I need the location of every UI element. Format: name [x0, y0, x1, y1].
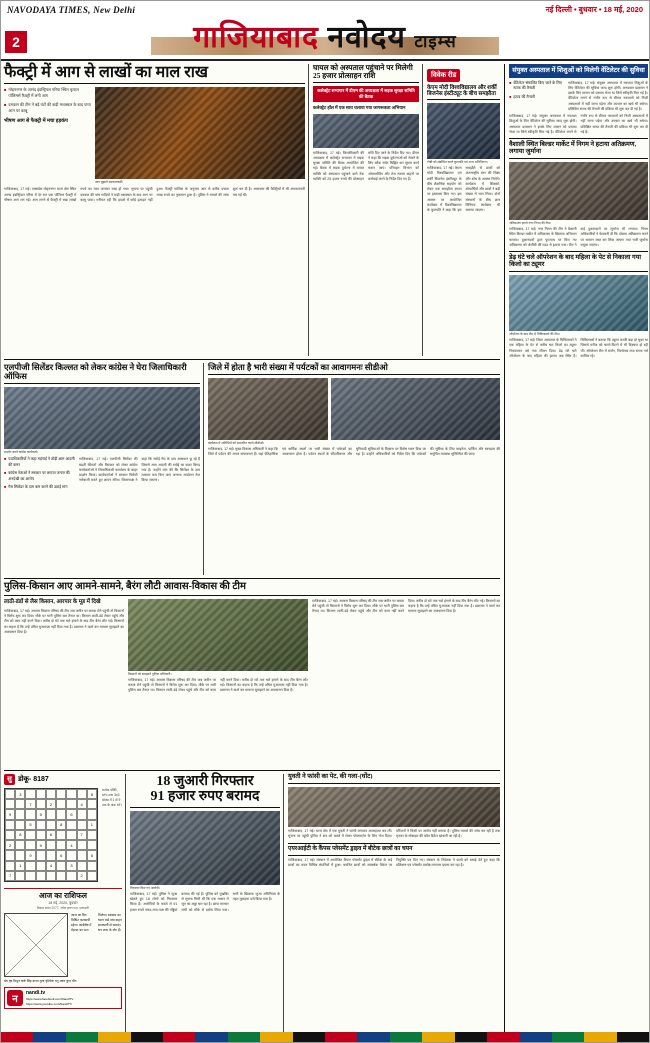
sudoku-note: प्रत्येक पंक्ति, स्तंभ तथा 3x3 बॉक्स में 1 से 9 तक के अंक भरें। [102, 788, 122, 807]
story2-photo [313, 114, 419, 148]
rashi-item: धनु [54, 979, 59, 983]
sudoku-cell[interactable]: 3 [66, 861, 76, 871]
story2-subhead: कलेक्ट्रेट हॉल में एक साथ चलाया गया जागरूकता अभियान [313, 104, 406, 110]
vivek-read-body: गाजियाबाद, 17 मई। केएम मोदी विश्वविद्यालय एवं शर्की बिजनेस इंस्टीट्यूट के बीच शैक्षणिक सहयोग को लेकर एक समझौता ज्ञापन पर हस्ताक्षर किए गए। इस अवसर पर आयोजित कार्यक्रम में विश्वविद्यालय के कुलपति ने कहा कि इस समझौते से छात्रों को अंतरराष्ट्रीय स्तर की शिक्षा और शोध के अवसर मिलेंगे। कार्यक्रम में शिक्षकों, शोधार्थियों और छात्रों ने बड़ी संख्या में भाग लिया। दोनों संस्थानों के बीच छात्र विनिमय कार्यक्रम भी चलाया जाएगा। [427, 166, 501, 213]
sudoku-cell[interactable] [25, 830, 35, 840]
sudoku-cell[interactable] [15, 840, 25, 850]
kundli-chart [4, 913, 68, 977]
sudoku-cell[interactable] [25, 861, 35, 871]
sudoku-cell[interactable] [56, 840, 66, 850]
rashi-item: मीन [71, 979, 77, 983]
sudoku-cell[interactable] [66, 871, 76, 881]
story7-photo [288, 787, 500, 827]
story2-kicker: कलेक्ट्रेट सभागार में डीएम की अध्यक्षता में सड़क सुरक्षा समिति की बैठक [313, 86, 419, 102]
sudoku-cell[interactable]: 6 [46, 830, 56, 840]
story3-caption: प्रदर्शन करते कांग्रेस कार्यकर्ता। [4, 450, 39, 455]
sudoku-cell[interactable] [87, 871, 97, 881]
sudoku-cell[interactable] [46, 809, 56, 819]
right-story-b-headline: वैशाली स्थित बिल्डर मार्केट में निगम ने हटाया अतिक्रमण, लगाया जुर्माना [509, 142, 648, 159]
right-story-c-photo [509, 275, 648, 331]
story4-photo-2 [331, 378, 500, 440]
sudoku-cell[interactable] [36, 799, 46, 809]
right-story-b-body: गाजियाबाद, 17 मई। नगर निगम की टीम ने वैशाली स्थित बिल्डर मार्केट में अतिक्रमण के खिलाफ अभियान चलाया। दुकानदारों द्वारा फुटपाथ पर किए गए अतिक्रमण को जेसीबी की मदद से हटाया गया। टीम ने कई दुकानदारों पर जुर्माना भी लगाया। निगम अधिकारियों ने चेतावनी दी कि दोबारा अतिक्रमण करने पर सामान जब्त कर लिया जाएगा तथा भारी जुर्माना वसूला जाएगा। [509, 227, 648, 247]
masthead-title [1, 15, 649, 56]
story6-caption: गिरफ्तार किए गए आरोपी। [130, 885, 161, 890]
sudoku-cell[interactable] [87, 861, 97, 871]
sudoku-cell[interactable] [36, 820, 46, 830]
story6-photo [130, 811, 280, 885]
sudoku-cell[interactable] [46, 840, 56, 850]
story5-photo [128, 599, 308, 671]
sudoku-cell[interactable] [77, 861, 87, 871]
right-story-b-caption: अतिक्रमण हटाते नगर निगम की टीम। [509, 221, 552, 225]
sudoku-cell[interactable]: 6 [66, 809, 76, 819]
sudoku-cell[interactable] [46, 820, 56, 830]
story5-headline: पुलिस-किसान आए आमने-सामने, बैरंग लौटी आवास-विकास की टीम [4, 582, 500, 596]
story5-body-cont: गाजियाबाद, 17 मई। आवास विकास परिषद की टीम जब जमीन पर कब्जा लेने पहुंची तो किसानों ने विरोध शुरू कर दिया। मौके पर भारी पुलिस बल तैनात था। किसान लाठी-डंडे लेकर पहुंचे और टीम को काम नहीं करने दिया। करीब दो घंटे तक चले हंगामे के बाद टीम बैरंग लौट गई। किसानों का कहना है कि उन्हें उचित मुआवजा नहीं दिया गया है। प्रशासन ने वार्ता कर मामला सुलझाने का आश्वासन दिया है। [128, 677, 308, 693]
sudoku-cell[interactable]: 3 [15, 789, 25, 799]
sudoku-label: सु [4, 774, 15, 785]
sudoku-cell[interactable]: 9 [25, 850, 35, 860]
story6-body: गाजियाबाद, 17 मई। पुलिस ने जुआ खेलते हुए 18 लोगों को गिरफ्तार किया है। आरोपियों के कब्जे से 91 हजार रुपये नकद तथा ताश की गड्डियां बरामद की गई हैं। पुलिस को मुखबिर से सूचना मिली थी कि एक मकान में जुए का अड्डा चल रहा है। छापा मारकर सभी को मौके से दबोच लिया गया। सभी के खिलाफ जुआ अधिनियम के तहत मुकदमा दर्ज किया गया है। [130, 891, 280, 912]
sudoku-cell[interactable] [5, 799, 15, 809]
story4-caption: कार्यक्रम में अतिथियों को सम्मानित करते सीडीओ। [208, 441, 265, 446]
sudoku-cell[interactable] [66, 850, 76, 860]
sudoku-cell[interactable] [87, 799, 97, 809]
sudoku-cell[interactable]: 6 [56, 850, 66, 860]
sudoku-cell[interactable]: 8 [15, 830, 25, 840]
story6-headline-line1: 18 जुआरी गिरफ्तार [156, 774, 254, 789]
sudoku-cell[interactable] [46, 789, 56, 799]
sudoku-cell[interactable]: 4 [46, 861, 56, 871]
vivek-read-badge: विवेक रीड [427, 69, 460, 82]
sudoku-cell[interactable] [36, 861, 46, 871]
sudoku-cell[interactable] [15, 850, 25, 860]
sudoku-cell[interactable] [25, 789, 35, 799]
right-story-c-caption: ऑपरेशन के बाद टीम में चिकित्सकों की टीम। [509, 331, 560, 336]
story3-photo [4, 387, 200, 449]
sudoku-cell[interactable] [56, 861, 66, 871]
sudoku-cell[interactable] [77, 840, 87, 850]
lead-bullet-1: मोहननगर के आनंद इंडस्ट्रियल एरिया स्थित कृपाल पॉलिमर्स फैक्ट्री में लगी आग [8, 87, 79, 99]
sudoku-cell[interactable] [56, 830, 66, 840]
right-story-a-body: गाजियाबाद, 17 मई। संयुक्त अस्पताल में नवजात शिशुओं के लिए वेंटिलेटर की सुविधा जल्द शुरू होगी। अस्पताल प्रशासन ने इसके लिए शासन को प्रस्ताव भेजा था जिसे स्वीकृति मिल गई है। वेंटिलेटर लगने से गंभीर रूप से बीमार नवजातों को निजी अस्पतालों में नहीं जाना पड़ेगा और उपचार का खर्च भी बचेगा। प्रशिक्षित स्टाफ की तैनाती की प्रक्रिया भी शुरू कर दी गई है। [568, 80, 648, 111]
rashi-item: तुला [39, 979, 45, 983]
sudoku-cell[interactable]: 5 [25, 820, 35, 830]
rashi-item: कर्क [20, 979, 26, 983]
sudoku-cell[interactable]: 5 [36, 809, 46, 819]
sudoku-cell[interactable]: 1 [87, 820, 97, 830]
sudoku-cell[interactable] [66, 799, 76, 809]
sudoku-cell[interactable] [36, 830, 46, 840]
sudoku-cell[interactable] [15, 809, 25, 819]
sudoku-cell[interactable]: 7 [5, 871, 15, 881]
nandi-facebook-link[interactable]: https://www.facebook.com/NandiTV [26, 997, 74, 1002]
story5-body: गाजियाबाद, 17 मई। आवास विकास परिषद की टीम जब जमीन पर कब्जा लेने पहुंची तो किसानों ने विरोध शुरू कर दिया। मौके पर भारी पुलिस बल तैनात था। किसान लाठी-डंडे लेकर पहुंचे और टीम को काम नहीं करने दिया। करीब दो घंटे तक चले हंगामे के बाद टीम बैरंग लौट गई। किसानों का कहना है कि उन्हें उचित मुआवजा नहीं दिया गया है। प्रशासन ने वार्ता कर मामला सुलझाने का आश्वासन दिया है। [4, 608, 124, 634]
nandi-tv-promo[interactable] [4, 987, 122, 1009]
right-story-b-photo [509, 162, 648, 220]
lead-sub-note: भीषण आग से फैक्ट्री में मचा हड़कंप [4, 118, 68, 125]
edition-date: नई दिल्ली • बुधवार • 18 मई, 2020 [545, 5, 643, 14]
right-story-a-body-cont: गाजियाबाद, 17 मई। संयुक्त अस्पताल में नवजात शिशुओं के लिए वेंटिलेटर की सुविधा जल्द शुरू होगी। अस्पताल प्रशासन ने इसके लिए शासन को प्रस्ताव भेजा था जिसे स्वीकृति मिल गई है। वेंटिलेटर लगने से गंभीर रूप से बीमार नवजातों को निजी अस्पतालों में नहीं जाना पड़ेगा और उपचार का खर्च भी बचेगा। प्रशिक्षित स्टाफ की तैनाती की प्रक्रिया भी शुरू कर दी गई है। [509, 114, 648, 134]
sudoku-cell[interactable] [15, 871, 25, 881]
sudoku-cell[interactable] [15, 820, 25, 830]
sudoku-grid[interactable] [4, 788, 98, 882]
sudoku-cell[interactable] [56, 809, 66, 819]
story4-photo-1 [208, 378, 328, 440]
sudoku-title: डोकू- 8187 [18, 776, 49, 783]
sudoku-cell[interactable] [36, 789, 46, 799]
story8-headline: एयरआईटी के कैंपस प्लेसमेंट ड्राइव में बीटेक छात्रों का चयन [288, 843, 500, 855]
right-story-a-bullet-1: वेंटिलेटर संचालित किए जाने के लिए स्टाफ की तैनाती [513, 80, 562, 91]
sudoku-cell[interactable]: 8 [56, 820, 66, 830]
page-number-badge: 2 [5, 31, 27, 53]
masthead-title-part1: गाजियाबाद [193, 21, 319, 54]
sudoku-cell[interactable] [5, 850, 15, 860]
vivek-read-headline: केएम मोदी विश्वविद्यालय और शर्की बिजनेस इंस्टीट्यूट के बीच समझौता [427, 85, 500, 100]
sudoku-cell[interactable]: 8 [87, 789, 97, 799]
sudoku-cell[interactable]: 1 [15, 861, 25, 871]
rashifal-title: आज का राशिफल [38, 891, 88, 900]
sudoku-cell[interactable] [5, 861, 15, 871]
story3-headline: एलपीजी सिलेंडर किल्लत को लेकर कांग्रेस ने घेरा जिलाधिकारी ऑफिस [4, 363, 200, 384]
sudoku-cell[interactable] [56, 871, 66, 881]
sudoku-cell[interactable] [25, 840, 35, 850]
sudoku-cell[interactable] [77, 850, 87, 860]
sudoku-cell[interactable]: 9 [5, 809, 15, 819]
sudoku-cell[interactable]: 2 [46, 799, 56, 809]
sudoku-cell[interactable] [15, 799, 25, 809]
rashi-item: कुंभ [66, 979, 71, 983]
story2-body: गाजियाबाद, 17 मई। जिलाधिकारी की अध्यक्षता में कलेक्ट्रेट सभागार में सड़क सुरक्षा समिति की बैठक आयोजित की गई। बैठक में सड़क दुर्घटना में घायल व्यक्ति को अस्पताल पहुंचाने वाले नेक व्यक्ति को 25 हजार रुपये की प्रोत्साहन राशि दिए जाने के निर्देश दिए गए। डीएम ने कहा कि सड़क दुर्घटनाओं को रोकने के लिए ब्लैक स्पॉट चिह्नित कर सुधार कार्य कराए जाएं। परिवहन विभाग को ओवरलोडिंग और तेज रफ्तार वाहनों पर कार्रवाई करने के निर्देश दिए गए हैं। [313, 150, 419, 181]
story5-subhead: लाठी-डंडों से लैस किसान, आरपार के मूड में दिखे [4, 598, 101, 605]
sudoku-cell[interactable] [25, 871, 35, 881]
publication-name: NAVODAYA TIMES, New Delhi [7, 5, 136, 15]
sudoku-cell[interactable] [87, 809, 97, 819]
sudoku-cell[interactable]: 7 [25, 799, 35, 809]
sudoku-cell[interactable] [77, 789, 87, 799]
story4-body: गाजियाबाद, 17 मई। मुख्य विकास अधिकारी ने कहा कि जिले में पर्यटन की अपार संभावनाएं हैं। यहां ऐतिहासिक एवं धार्मिक स्थलों पर भारी संख्या में पर्यटकों का आवागमन होता है। पर्यटन स्थलों के सौंदर्यीकरण और बुनियादी सुविधाओं के विकास पर विशेष ध्यान दिया जा रहा है। उन्होंने अधिकारियों को निर्देश दिए कि पर्यटकों की सुविधा के लिए साइनेज, पार्किंग और स्वच्छता की समुचित व्यवस्था सुनिश्चित की जाए। [208, 447, 501, 457]
sudoku-cell[interactable] [25, 809, 35, 819]
sudoku-cell[interactable] [77, 809, 87, 819]
color-registration-bar [1, 1032, 649, 1042]
lead-headline: फैक्ट्री में आग से लाखों का माल राख [4, 64, 305, 84]
rashifal-text: आज का दिन मिश्रित फलदायी रहेगा। कार्यक्षेत्र में मेहनत का फल मिलेगा। स्वास्थ्य का ध्यान रखें तथा वाहन सावधानी से चलाएं। धन लाभ के योग हैं। [71, 913, 122, 932]
sudoku-cell[interactable] [56, 789, 66, 799]
sudoku-cell[interactable] [87, 830, 97, 840]
sudoku-cell[interactable]: 5 [87, 850, 97, 860]
sudoku-cell[interactable]: 2 [77, 871, 87, 881]
vivek-read-caption: गोष्ठी को संबोधित करते कुलपति एवं अन्य अतिथिगण। [427, 160, 488, 165]
right-story-c-headline: डेढ़ घंटे चले ऑपरेशन के बाद महिला के पेट से निकाला गया किलो का ट्यूमर [509, 255, 648, 272]
lead-body: गाजियाबाद, 17 मई। एक्सप्रेस मोहननगर थाना क्षेत्र स्थित आनंद इंडस्ट्रियल एरिया में देर रात एक पॉलिमर फैक्ट्री में भीषण आग लग गई। आग लगने से फैक्ट्री में रखा लाखों रुपये का माल जलकर राख हो गया। सूचना पर पहुंची दमकल की पांच गाड़ियों ने कड़ी मशक्कत के बाद आग पर काबू पाया। गनीमत रही कि हादसे में कोई हताहत नहीं हुआ। फैक्ट्री मालिक के अनुसार आग से करीब पचास लाख रुपये का नुकसान हुआ है। पुलिस ने मामले की जांच शुरू कर दी है। आसपास की फैक्ट्रियों में भी अफरातफरी मच गई थी। [4, 187, 305, 202]
sudoku-cell[interactable] [66, 820, 76, 830]
lead-bullet-2: दमकल की टीम ने बड़े घंटों की कड़ी मशक्कत के बाद पाया आग पर काबू [8, 102, 91, 114]
masthead-title-part3: टाइम्स [414, 32, 457, 51]
story7-headline: युवती ने फांसी का पेट, की गला-(घोंट) [288, 774, 500, 784]
newspaper-page: NAVODAYA TIMES, New Delhi नई दिल्ली • बुधवार • 18 मई, 2020 गाजियाबाद नवोदय टाइम्स 2 फैक्ट्री में आग से लाखों का माल राख ■ मोहननगर के आनंद इंडस्ट्रियल एरिया स्थित कृपाल पॉलिमर्स फैक्ट्री में लगी आग ■ दमकल की टीम ने बड़े घंटों की कड़ी मशक्कत के बाद पाया आग पर काबू भीषण आग से फैक्ट्री में मचा हड़कंप आग बुझाते दमकलकर्मी। गाजियाबाद, 17 मई। एक्सप्रेस मोहननगर थाना क्षेत्र स्थित आनंद इंडस्ट्रियल एरिया में देर रात एक पॉलिमर फैक्ट्री में भीषण आग लग गई। आग लगने से फैक्ट्री में रखा लाखों रुपये का माल जलकर राख हो गया। सूचना पर पहुंची दमकल की पांच गाड़ियों ने कड़ी मशक्कत के बाद आग पर काबू पाया। गनीमत रही कि हादसे में कोई हताहत नहीं हुआ। फैक्ट्री मालिक के अनुसार आग से करीब पचास लाख रुपये का नुकसान हुआ है। पुलिस ने मामले की जांच शुरू कर दी है। आसपास की फैक्ट्रियों में भी अफरातफरी मच गई थी। घायल को अस्पताल पहुंचाने पर मिलेगी 25 हजार प्रोत्साहन राशि कलेक्ट्रेट सभागार में डीएम की अध्यक्षता में सड़क सुरक्षा समिति की बैठक कलेक्ट्रेट हॉल में एक साथ चलाया गया जागरूकता अभियान गाजियाबाद, 17 मई। जिलाधिकारी की अध्यक्षता में कलेक्ट्रेट सभागार में सड़क सुरक्षा समिति की बैठक आयोजित की गई। बैठक में सड़क दुर्घटना में घायल व्यक्ति को अस्पताल पहुंचाने वाले नेक व्यक्ति को 25 हजार रुपये की प्रोत्साहन राशि दिए जाने के निर्देश दिए गए। डीएम ने कहा कि सड़क दुर्घटनाओं को रोकने के लिए ब्लैक स्पॉट चिह्नित कर सुधार कार्य कराए जाएं। परिवहन विभाग को ओवरलोडिंग और तेज रफ्तार वाहनों पर कार्रवाई करने के निर्देश दिए गए हैं। विवेक रीड केएम मोदी विश्वविद्यालय और शर्की बिजनेस इंस्टीट्यूट के बीच समझौता गोष्ठी को संबोधित करते कुलपति एवं अन्य अतिथिगण। गाजियाबाद, 17 मई। केएम मोदी विश्वविद्यालय एवं शर्की बिजनेस इंस्टीट्यूट के बीच शैक्षणिक सहयोग को लेकर एक समझौता ज्ञापन पर हस्ताक्षर किए गए। इस अवसर पर आयोजित कार्यक्रम में विश्वविद्यालय के कुलपति ने कहा कि इस समझौते से छात्रों को अंतरराष्ट्रीय स्तर की शिक्षा और शोध के अवसर मिलेंगे। कार्यक्रम में शिक्षकों, शोधार्थियों और छात्रों ने बड़ी संख्या में भाग लिया। दोनों संस्थानों के बीच छात्र विनिमय कार्यक्रम भी चलाया जाएगा। एलपीजी सिलेंडर किल्लत को लेकर कांग्रेस ने घेरा जिलाधिकारी ऑफिस प्रदर्शन करते कांग्रेस कार्यकर्ता। ■ पदाधिकारियों ने कहा महंगाई ने तोड़ी आम आदमी की कमर ■ कांग्रेस नेताओं ने सरकार पर लगाया जनता की अनदेखी का आरोप ■ गैस सिलेंडर के दाम कम करने की उठाई मांग गाजियाबाद, 17 मई। एलपीजी सिलेंडर की बढ़ती कीमतों और किल्लत को लेकर कांग्रेस कार्यकर्ताओं ने जिलाधिकारी कार्यालय के बाहर प्रदर्शन किया। कार्यकर्ताओं ने सरकार विरोधी नारेबाजी करते हुए ज्ञापन सौंपा। जिलाध्यक्ष ने कहा कि रसोई गैस के दाम आसमान छू रहे हैं जिससे आम आदमी की रसोई का बजट बिगड़ गया है। उन्होंने मांग की कि सिलेंडर के दाम तत्काल कम किए जाएं अन्यथा आंदोलन तेज किया जाएगा। जिले में होता है भारी संख्या में पर्यटकों का आवागमनः सीडीओ कार्यक्रम में अतिथियों को सम्मानित करते सीडीओ। गाजियाबाद, 17 मई। मुख्य विकास अधिकारी ने कहा कि जिले में पर्यटन की अपार संभावनाएं हैं। यहां ऐतिहासिक एवं धार्मिक स्थलों पर भारी संख्या में पर्यटकों का आवागमन होता है। पर्यटन स्थलों के सौंदर्यीकरण और बुनियादी सुविधाओं के विकास पर विशेष ध्यान दिया जा रहा है। उन्होंने अधिकारियों को निर्देश दिए कि पर्यटकों की सुविधा के लिए साइनेज, पार्किंग और स्वच्छता की समुचित व्यवस्था सुनिश्चित की जाए। पुलिस-किसान आए आमने-सामने, बैरंग लौटी आवास-विकास की टीम लाठी-डंडों से लैस किसान, आरपार के मूड में दिखे गाजियाबाद, 17 मई। आवास विकास परिषद की टीम जब जमीन पर कब्जा लेने पहुंची तो किसानों ने विरोध शुरू कर दिया। मौके पर भारी पुलिस बल तैनात था। किसान लाठी-डंडे लेकर पहुंचे और टीम को काम नहीं करने दिया। करीब दो घंटे तक चले हंगामे के बाद टीम बैरंग लौट गई। किसानों का कहना है कि उन्हें उचित मुआवजा नहीं दिया गया है। प्रशासन ने वार्ता कर मामला सुलझाने का आश्वासन दिया है। किसानों को समझाते पुलिस अधिकारी। गाजियाबाद, 17 मई। आवास विकास परिषद की टीम जब जमीन पर कब्जा लेने पहुंची तो किसानों ने विरोध शुरू कर दिया। मौके पर भारी पुलिस बल तैनात था। किसान लाठी-डंडे लेकर पहुंचे और टीम को काम नहीं करने दिया। करीब दो घंटे तक चले हंगामे के बाद टीम बैरंग लौट गई। किसानों का कहना है कि उन्हें उचित मुआवजा नहीं दिया गया है। प्रशासन ने वार्ता कर मामला सुलझाने का आश्वासन दिया है। गाजियाबाद, 17 मई। आवास विकास परिषद की टीम जब जमीन पर कब्जा लेने पहुंची तो किसानों ने विरोध शुरू कर दिया। मौके पर भारी पुलिस बल तैनात था। किसान लाठी-डंडे लेकर पहुंचे और टीम को काम नहीं करने दिया। करीब दो घंटे तक चले हंगामे के बाद टीम बैरंग लौट गई। किसानों का कहना है कि उन्हें उचित मुआवजा नहीं दिया गया है। प्रशासन ने वार्ता कर मामला सुलझाने का आश्वासन दिया है। सु डोकू- 8187 3 8 7 2 4 9 5 6 5 8 1 8 6 7 2 9 4 9 6 5 1 4 3 7 2 प्रत्येक पंक्ति, स्तंभ तथा 3x3 बॉक्स में 1 से 9 तक के अंक भरें। आज का राशिफल 18 मई, 2020, बुधवार विक्रम संवत 2077, ज्येष्ठ कृष्ण पक्ष, एकादशी आज का दिन मिश्रित फलदायी रहेगा। कार्यक्षेत्र में मेहनत का फल मिलेगा। स्वास्थ्य का ध्यान रखें तथा वाहन सावधानी से चलाएं। धन लाभ के योग हैं। मेष वृष मिथुन कर्क सिंह कन्या तुला वृश्चिक धनु मकर कुंभ मीन न nandi.tv https://www.facebook.com/NandiTV https://www.youtube.com/NandiTV 18 जुआरी गिरफ्तार 91 हजार रुपए बरामद गिरफ्तार किए गए आरोपी। गाजियाबाद, 17 मई। पुलिस ने जुआ खेलते हुए 18 लोगों को गिरफ्तार किया है। आरोपियों के कब्जे से 91 हजार रुपये नकद तथा ताश की गड्डियां बरामद की गई हैं। पुलिस को मुखबिर से सूचना मिली थी कि एक मकान में जुए का अड्डा चल रहा है। छापा मारकर सभी को मौके से दबोच लिया गया। सभी के खिलाफ जुआ अधिनियम के तहत मुकदमा दर्ज किया गया है। युवती ने फांसी का पेट, की गला-(घोंट) गाजियाबाद, 17 मई। थाना क्षेत्र में एक युवती ने फांसी लगाकर आत्महत्या कर ली। सूचना पर पहुंची पुलिस ने शव को कब्जे में लेकर पोस्टमार्टम के लिए भेज दिया। परिजनों ने किसी पर आरोप नहीं लगाया है। पुलिस मामले की जांच कर रही है तथा मृतका के मोबाइल की कॉल डिटेल खंगाली जा रही है। एयरआईटी के कैंपस प्लेसमेंट ड्राइव में बीटेक छात्रों का चयन गाजियाबाद, 17 मई। संस्थान में आयोजित कैंपस प्लेसमेंट ड्राइव में बीटेक के कई छात्रों का चयन विभिन्न कंपनियों में हुआ। चयनित छात्रों को आकर्षक पैकेज पर नियुक्ति पत्र दिए गए। संस्थान के निदेशक ने छात्रों को बधाई देते हुए कहा कि प्रशिक्षण एवं प्लेसमेंट प्रकोष्ठ लगातार प्रयास कर रहा है। संयुक्त अस्पताल में शिशुओं को मिलेगी वेंटिलेटर की सुविधा ■ वेंटिलेटर संचालित किए जाने के लिए स्टाफ की तैनाती ■ हटाव की तैनाती गाजियाबाद, 17 मई। संयुक्त अस्पताल में नवजात शिशुओं के लिए वेंटिलेटर की सुविधा जल्द शुरू होगी। अस्पताल प्रशासन ने इसके लिए शासन को प्रस्ताव भेजा था जिसे स्वीकृति मिल गई है। वेंटिलेटर लगने से गंभीर रूप से बीमार नवजातों को निजी अस्पतालों में नहीं जाना पड़ेगा और उपचार का खर्च भी बचेगा। प्रशिक्षित स्टाफ की तैनाती की प्रक्रिया भी शुरू कर दी गई है। गाजियाबाद, 17 मई। संयुक्त अस्पताल में नवजात शिशुओं के लिए वेंटिलेटर की सुविधा जल्द शुरू होगी। अस्पताल प्रशासन ने इसके लिए शासन को प्रस्ताव भेजा था जिसे स्वीकृति मिल गई है। वेंटिलेटर लगने से गंभीर रूप से बीमार नवजातों को निजी अस्पतालों में नहीं जाना पड़ेगा और उपचार का खर्च भी बचेगा। प्रशिक्षित स्टाफ की तैनाती की प्रक्रिया भी शुरू कर दी गई है। वैशाली स्थित बिल्डर मार्केट में निगम ने हटाया अतिक्रमण, लगाया जुर्माना अतिक्रमण हटाते नगर निगम की टीम। गाजियाबाद, 17 मई। नगर निगम की टीम ने वैशाली स्थित बिल्डर मार्केट में अतिक्रमण के खिलाफ अभियान चलाया। दुकानदारों द्वारा फुटपाथ पर किए गए अतिक्रमण को जेसीबी की मदद से हटाया गया। टीम ने कई दुकानदारों पर जुर्माना भी लगाया। निगम अधिकारियों ने चेतावनी दी कि दोबारा अतिक्रमण करने पर सामान जब्त कर लिया जाएगा तथा भारी जुर्माना वसूला जाएगा। डेढ़ घंटे चले ऑपरेशन के बाद महिला के पेट से निकाला गया किलो का ट्यूमर ऑपरेशन के बाद टीम में चिकित्सकों की टीम। गाजियाबाद, 17 मई। जिला अस्पताल के चिकित्सकों ने एक महिला के पेट से करीब चार किलो का ट्यूमर निकालकर उसे नया जीवन दिया। डेढ़ घंटे चले ऑपरेशन के बाद महिला की हालत अब स्थिर है। चिकित्सकों ने बताया कि ट्यूमर काफी बड़ा हो चुका था जिससे मरीज को चलने-फिरने में भी दिक्कत हो रही थी। ऑपरेशन टीम में सर्जन, निश्चेतक तथा स्टाफ नर्स शामिल रहे। [0, 0, 650, 1043]
sudoku-cell[interactable] [5, 789, 15, 799]
nandi-brand: nandi.tv [26, 990, 46, 997]
story2-headline: घायल को अस्पताल पहुंचाने पर मिलेगी 25 हजार प्रोत्साहन राशि [313, 64, 419, 83]
story3-bullet-1: पदाधिकारियों ने कहा महंगाई ने तोड़ी आम आदमी की कमर [8, 457, 75, 467]
story3-bullet-3: गैस सिलेंडर के दाम कम करने की उठाई मांग [8, 485, 68, 490]
story7-body: गाजियाबाद, 17 मई। थाना क्षेत्र में एक युवती ने फांसी लगाकर आत्महत्या कर ली। सूचना पर पहुंची पुलिस ने शव को कब्जे में लेकर पोस्टमार्टम के लिए भेज दिया। परिजनों ने किसी पर आरोप नहीं लगाया है। पुलिस मामले की जांच कर रही है तथा मृतका के मोबाइल की कॉल डिटेल खंगाली जा रही है। [288, 828, 501, 839]
right-story-a-bullet-2: हटाव की तैनाती [513, 94, 535, 99]
sudoku-cell[interactable] [66, 789, 76, 799]
story5-caption: किसानों को समझाते पुलिस अधिकारी। [128, 671, 172, 676]
sudoku-cell[interactable] [66, 830, 76, 840]
lead-photo-caption: आग बुझाते दमकलकर्मी। [95, 180, 124, 185]
rashi-item: मिथुन [13, 979, 20, 983]
lead-photo [95, 87, 305, 179]
rashi-item: वृष [8, 979, 13, 983]
rashifal-date: 18 मई, 2020, बुधवार [48, 901, 78, 905]
masthead-title-part2: नवोदय [327, 21, 406, 54]
rashi-item: मकर [59, 979, 66, 983]
sudoku-cell[interactable] [46, 871, 56, 881]
story4-headline: जिले में होता है भारी संख्या में पर्यटकों का आवागमनः सीडीओ [208, 363, 500, 375]
sudoku-cell[interactable] [77, 820, 87, 830]
rashi-item: सिंह [26, 979, 32, 983]
right-story-a-headline: संयुक्त अस्पताल में शिशुओं को मिलेगी वेंटिलेटर की सुविधा [509, 64, 648, 78]
sudoku-cell[interactable]: 4 [77, 799, 87, 809]
story3-body: गाजियाबाद, 17 मई। एलपीजी सिलेंडर की बढ़ती कीमतों और किल्लत को लेकर कांग्रेस कार्यकर्ताओं ने जिलाधिकारी कार्यालय के बाहर प्रदर्शन किया। कार्यकर्ताओं ने सरकार विरोधी नारेबाजी करते हुए ज्ञापन सौंपा। जिलाध्यक्ष ने कहा कि रसोई गैस के दाम आसमान छू रहे हैं जिससे आम आदमी की रसोई का बजट बिगड़ गया है। उन्होंने मांग की कि सिलेंडर के दाम तत्काल कम किए जाएं अन्यथा आंदोलन तेज किया जाएगा। [79, 457, 200, 483]
sudoku-cell[interactable] [87, 840, 97, 850]
sudoku-cell[interactable] [56, 799, 66, 809]
sudoku-cell[interactable] [5, 820, 15, 830]
masthead [1, 1, 649, 61]
sudoku-cell[interactable]: 7 [77, 830, 87, 840]
sudoku-cell[interactable] [36, 871, 46, 881]
story6-headline-line2: 91 हजार रुपए बरामद [130, 789, 280, 807]
vivek-read-photo [427, 103, 500, 159]
rashi-item: कन्या [32, 979, 39, 983]
sudoku-cell[interactable]: 9 [36, 840, 46, 850]
sudoku-cell[interactable]: 4 [66, 840, 76, 850]
nandi-youtube-link[interactable]: https://www.youtube.com/NandiTV [26, 1001, 72, 1006]
sudoku-cell[interactable]: 2 [5, 840, 15, 850]
story5-body-cont2: गाजियाबाद, 17 मई। आवास विकास परिषद की टीम जब जमीन पर कब्जा लेने पहुंची तो किसानों ने विरोध शुरू कर दिया। मौके पर भारी पुलिस बल तैनात था। किसान लाठी-डंडे लेकर पहुंचे और टीम को काम नहीं करने दिया। करीब दो घंटे तक चले हंगामे के बाद टीम बैरंग लौट गई। किसानों का कहना है कि उन्हें उचित मुआवजा नहीं दिया गया है। प्रशासन ने वार्ता कर मामला सुलझाने का आश्वासन दिया है। [312, 598, 501, 614]
story3-bullet-2: कांग्रेस नेताओं ने सरकार पर लगाया जनता की अनदेखी का आरोप [8, 471, 70, 481]
right-story-c-body: गाजियाबाद, 17 मई। जिला अस्पताल के चिकित्सकों ने एक महिला के पेट से करीब चार किलो का ट्यूमर निकालकर उसे नया जीवन दिया। डेढ़ घंटे चले ऑपरेशन के बाद महिला की हालत अब स्थिर है। चिकित्सकों ने बताया कि ट्यूमर काफी बड़ा हो चुका था जिससे मरीज को चलने-फिरने में भी दिक्कत हो रही थी। ऑपरेशन टीम में सर्जन, निश्चेतक तथा स्टाफ नर्स शामिल रहे। [509, 338, 648, 358]
sudoku-cell[interactable] [5, 830, 15, 840]
rashi-item: मेष [4, 979, 8, 983]
rashifal-note: विक्रम संवत 2077, ज्येष्ठ कृष्ण पक्ष, एकादशी [36, 906, 90, 910]
rashi-item: वृश्चिक [45, 979, 54, 983]
nandi-logo-icon: न [7, 990, 23, 1006]
sudoku-cell[interactable] [36, 850, 46, 860]
sudoku-cell[interactable] [46, 850, 56, 860]
story8-body: गाजियाबाद, 17 मई। संस्थान में आयोजित कैंपस प्लेसमेंट ड्राइव में बीटेक के कई छात्रों का चयन विभिन्न कंपनियों में हुआ। चयनित छात्रों को आकर्षक पैकेज पर नियुक्ति पत्र दिए गए। संस्थान के निदेशक ने छात्रों को बधाई देते हुए कहा कि प्रशिक्षण एवं प्लेसमेंट प्रकोष्ठ लगातार प्रयास कर रहा है। [288, 857, 501, 868]
